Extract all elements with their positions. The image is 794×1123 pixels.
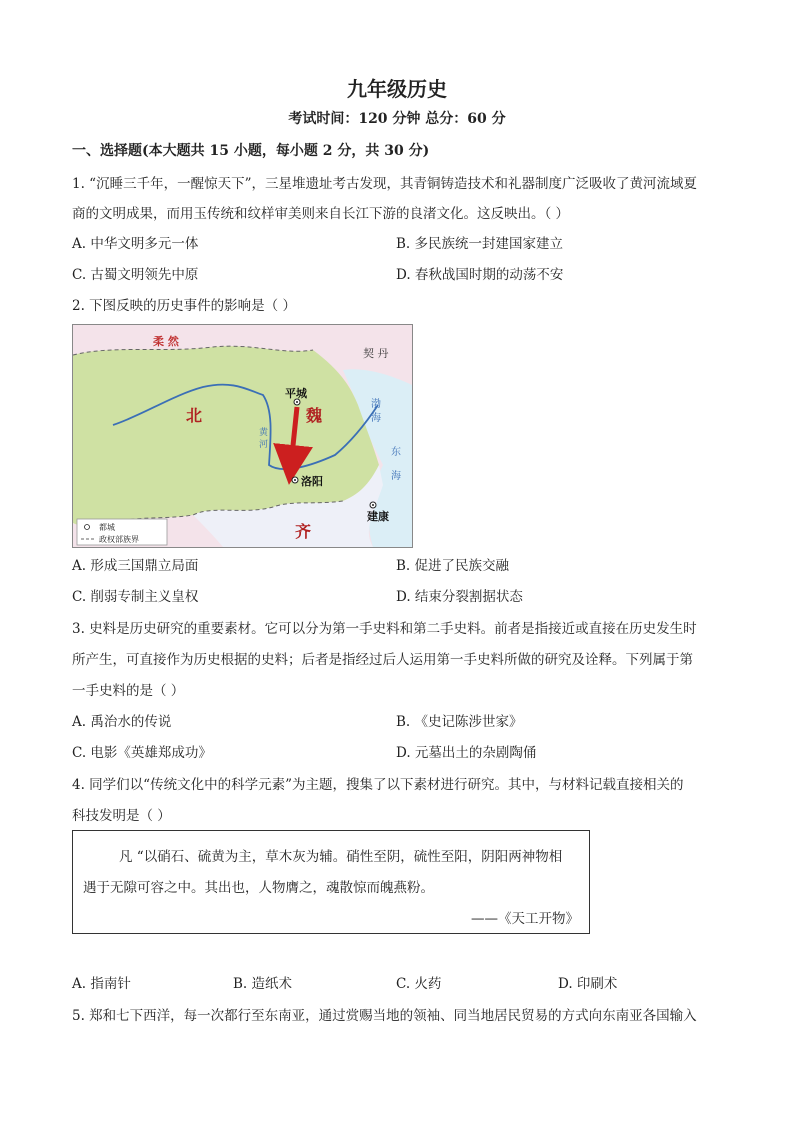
quote-line2: 遇于无隙可容之中。其出也，人物膺之，魂散惊而魄燕粉。 (83, 880, 434, 896)
legend-border: 政权部族界 (99, 535, 139, 544)
q4-option-d[interactable]: D. 印刷术 (558, 976, 618, 992)
quote-source: ——《天工开物》 (471, 911, 579, 927)
q3-option-a[interactable]: A. 禹治水的传说 (72, 714, 172, 730)
q4-stem-line2: 科技发明是（ ） (72, 808, 171, 824)
label-sea-4: 海 (391, 471, 401, 482)
label-jiankang: 建康 (367, 510, 389, 523)
quote-box (72, 830, 590, 934)
q2-option-b[interactable]: B. 促进了民族交融 (396, 558, 510, 574)
label-bei: 北 (186, 406, 203, 425)
section-heading: 一、选择题(本大题共 15 小题，每小题 2 分，共 30 分) (72, 143, 430, 159)
label-river-2: 河 (259, 440, 269, 450)
q4-stem-line1: 4. 同学们以“传统文化中的科学元素”为主题，搜集了以下素材进行研究。其中，与材料记载直接相关的 (72, 777, 684, 793)
northern-wei-map (72, 324, 413, 548)
q3-stem-line1: 3. 史料是历史研究的重要素材。它可以分为第一手史料和第二手史料。前者是指接近或直接在历史发生时 (72, 621, 697, 637)
q2-option-c[interactable]: C. 削弱专制主义皇权 (72, 589, 199, 605)
label-river-1: 黄 (259, 428, 269, 438)
q3-stem-line2: 所产生，可直接作为历史根据的史料；后者是指经过后人运用第一手史料所做的研究及诠释。下列属于第 (72, 652, 693, 668)
label-qidan: 契 丹 (363, 347, 389, 360)
q4-option-a[interactable]: A. 指南针 (72, 976, 131, 992)
q4-option-b[interactable]: B. 造纸术 (233, 976, 293, 992)
q4-option-c[interactable]: C. 火药 (396, 976, 442, 992)
q3-option-d[interactable]: D. 元墓出土的杂剧陶俑 (396, 745, 537, 761)
label-sea-2: 海 (371, 413, 381, 424)
label-luoyang: 洛阳 (301, 475, 323, 488)
q5-stem-line1: 5. 郑和七下西洋，每一次都行至东南亚，通过赏赐当地的领袖、同当地居民贸易的方式向东南亚各国输入 (72, 1008, 697, 1024)
label-qi: 齐 (295, 522, 312, 541)
q3-stem-line3: 一手史料的是（ ） (72, 683, 185, 699)
q1-option-b[interactable]: B. 多民族统一封建国家建立 (396, 236, 564, 252)
label-sea-3: 东 (391, 447, 401, 458)
label-rouran: 柔 然 (153, 335, 179, 348)
quote-line1: 凡 “以硝石、硫黄为主，草木灰为辅。硝性至阴，硫性至阳，阴阳两神物相 (119, 849, 563, 865)
q1-option-c[interactable]: C. 古蜀文明领先中原 (72, 267, 199, 283)
q2-stem: 2. 下图反映的历史事件的影响是（ ） (72, 298, 296, 314)
q1-stem-line2: 商的文明成果，而用玉传统和纹样审美则来自长江下游的良渚文化。这反映出。（ ） (72, 206, 570, 222)
exam-info: 考试时间：120 分钟 总分：60 分 (288, 111, 506, 127)
q2-option-a[interactable]: A. 形成三国鼎立局面 (72, 558, 199, 574)
q3-option-b[interactable]: B. 《史记陈涉世家》 (396, 714, 523, 730)
q1-option-d[interactable]: D. 春秋战国时期的动荡不安 (396, 267, 564, 283)
label-sea-1: 渤 (371, 399, 381, 410)
q2-option-d[interactable]: D. 结束分裂割据状态 (396, 589, 523, 605)
q1-stem-line1: 1. “沉睡三千年，一醒惊天下”，三星堆遗址考古发现，其青铜铸造技术和礼器制度广泛吸收了黄河流域夏 (72, 176, 697, 192)
label-wei: 魏 (306, 406, 323, 425)
q3-option-c[interactable]: C. 电影《英雄郑成功》 (72, 745, 212, 761)
label-pingcheng: 平城 (285, 387, 307, 400)
q1-option-a[interactable]: A. 中华文明多元一体 (72, 236, 199, 252)
legend-capital: 都城 (99, 523, 115, 532)
page-title: 九年级历史 (347, 77, 447, 101)
